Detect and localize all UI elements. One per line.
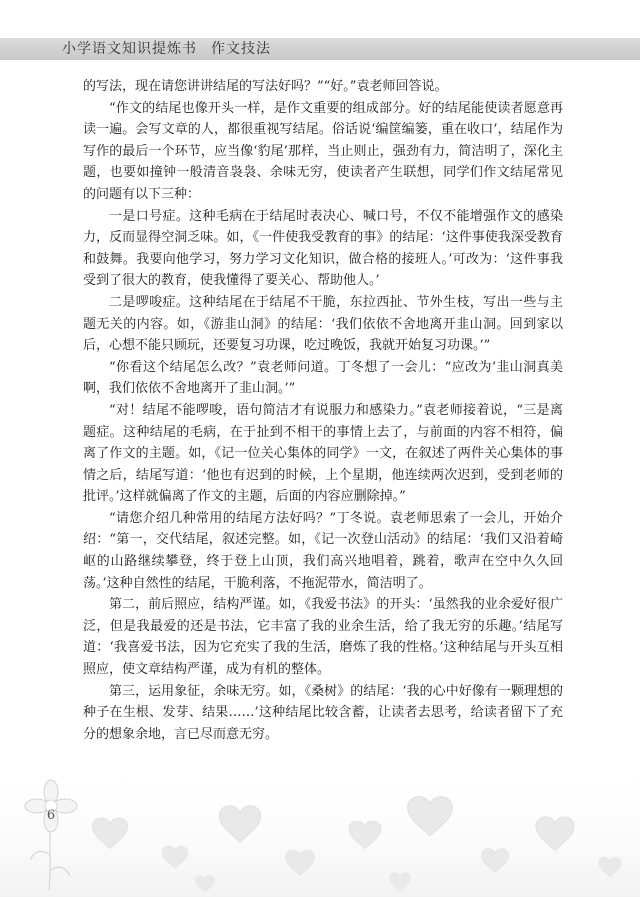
paragraph: 第二，前后照应，结构严谨。如，《我爱书法》的开头：‘虽然我的业余爱好很广泛，但是我最爱的还是书法，它丰富了我的业余生活，给了我无穷的乐趣。’结尾写道：‘我喜爱书法，因为它充实了我的生活，磨炼了我的性格。’这种结尾与开头互相照应，使文章结构严谨，成为有机的整体。 bbox=[83, 597, 563, 678]
paragraph: “你看这个结尾怎么改？”袁老师问道。丁冬想了一会儿：“应改为‘韭山洞真美啊，我们依依不舍地离开了韭山洞。’” bbox=[83, 359, 563, 397]
paragraph: 第三，运用象征，余味无穷。如，《桑树》的结尾：‘我的心中好像有一颗理想的种子在生根、发芽、结果……’这种结尾比较含蓄，让读者去思考，给读者留下了充分的想象余地，言已尽而意无穷。 bbox=[83, 683, 563, 742]
paragraph: 一是口号症。这种毛病在于结尾时表决心、喊口号，不仅不能增强作文的感染力，反而显得空洞乏味。如，《一件使我受教育的事》的结尾：‘这件事使我深受教育和鼓舞。我要向他学习，努力学习文化知识，做合格的接班人。’可改为：‘这件事我受到了很大的教育，使我懂得了要关心、帮助他人。’ bbox=[83, 208, 563, 289]
paragraph: 的写法，现在请您讲讲结尾的写法好吗？”“好。”袁老师回答说。 bbox=[83, 79, 448, 94]
running-header bbox=[62, 38, 271, 60]
book-title: 小学语文知识提炼书 bbox=[62, 41, 197, 57]
paragraph: 二是啰唆症。这种结尾在于结尾不干脆，东拉西扯、节外生枝，写出一些与主题无关的内容。如，《游韭山洞》的结尾：‘我们依依不舍地离开韭山洞。回到家以后，心想不能只顾玩，还要复习功课，吃过晚饭，我就开始复习功课。’” bbox=[83, 294, 563, 354]
section-title: 作文技法 bbox=[211, 41, 271, 57]
paragraph: “请您介绍几种常用的结尾方法好吗？”丁冬说。袁老师思索了一会儿，开始介绍：“第一，交代结尾，叙述完整。如，《记一次登山活动》的结尾：‘我们又沿着崎岖的山路继续攀登，终于登上山顶，我们高兴地唱着，跳着，歌声在空中久久回荡。’这种自然性的结尾，干脆利落，不拖泥带水，简洁明了。 bbox=[83, 510, 563, 591]
paragraph: “对！结尾不能啰唆，语句简洁才有说服力和感染力。”袁老师接着说，“三是离题症。这种结尾的毛病，在于扯到不相干的事情上去了，与前面的内容不相符，偏离了作文的主题。如，《记一位关心集体的同学》一文，在叙述了两件关心集体的事情之后，结尾写道：‘他也有迟到的时候，上个星期，他连续两次迟到，受到老师的批评。’这样就偏离了作文的主题，后面的内容应删除掉。” bbox=[83, 402, 563, 505]
heart-flower-decoration bbox=[0, 760, 640, 897]
paragraph: “作文的结尾也像开头一样，是作文重要的组成部分。好的结尾能使读者愿意再读一遍。会写文章的人，都很重视写结尾。俗话说‘编筐编篓，重在收口’，结尾作为写作的最后一个环节，应当像‘豹尾’那样，当止则止，强劲有力，简洁明了，深化主题，也要如撞钟一般清音袅袅、余味无穷，使读者产生联想，同学们作文结尾常见的问题有以下三种： bbox=[83, 100, 563, 202]
page-number: 6 bbox=[46, 808, 56, 823]
body-text bbox=[83, 76, 563, 745]
